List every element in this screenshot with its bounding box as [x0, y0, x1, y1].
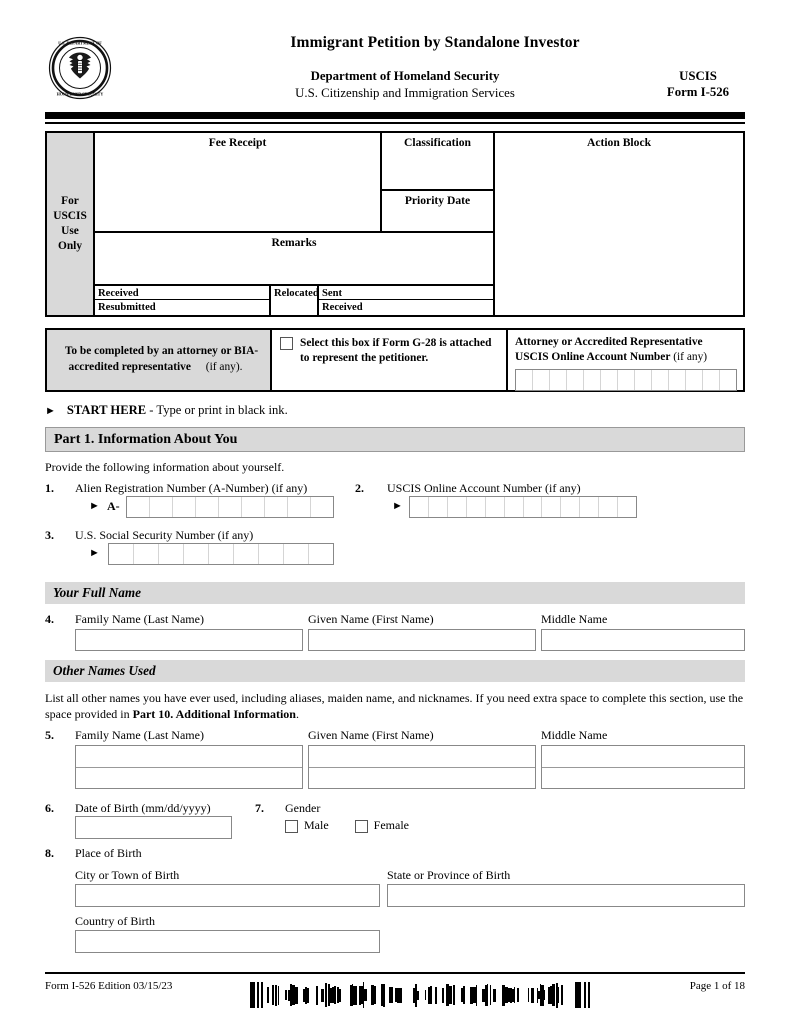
header-rule-thick	[45, 112, 745, 119]
attorney-instruction-light: (if any).	[202, 361, 243, 373]
item-3-triangle-icon: ►	[89, 547, 100, 559]
item-5-middle-name-input[interactable]	[541, 745, 745, 789]
resubmitted-cell	[95, 300, 271, 315]
g28-checkbox-label: Select this box if Form G-28 is attached to represent the petitioner.	[300, 337, 492, 364]
row-divider	[76, 767, 302, 768]
city-of-birth-input[interactable]	[75, 884, 380, 907]
g28-checkbox-cell	[272, 330, 508, 390]
g28-attached-checkbox[interactable]	[280, 337, 293, 350]
item-8-label: Place of Birth	[75, 846, 142, 860]
item-5-given-name-input[interactable]	[308, 745, 536, 789]
svg-text:HOMELAND SECURITY: HOMELAND SECURITY	[56, 91, 104, 97]
part1-heading-text: Part 1. Information About You	[54, 431, 238, 447]
state-of-birth-label: State or Province of Birth	[387, 868, 511, 882]
remarks-label: Remarks	[271, 236, 317, 249]
action-block-label: Action Block	[586, 136, 652, 149]
form-number: Form I-526	[666, 84, 730, 99]
attorney-account-label-bold: Attorney or Accredited Representative USCIS Online Account Number	[515, 336, 703, 363]
start-here-bold: START HERE	[66, 403, 147, 417]
country-of-birth-input[interactable]	[75, 930, 380, 953]
item-1-label: Alien Registration Number (A-Number) (if any)	[75, 481, 308, 495]
item-7-label: Gender	[285, 801, 321, 815]
for-uscis-use-only-label	[47, 133, 95, 315]
attorney-instruction-cell	[47, 330, 272, 390]
item-5-middle-name-label: Middle Name	[541, 728, 608, 742]
gender-male-checkbox[interactable]	[285, 820, 298, 833]
other-names-instruction-part1: List all other names you have ever used, including aliases, maiden name, and nicknames. If you need extra space to complete this section, use the space provided in	[45, 691, 744, 722]
item-4-number: 4.	[45, 612, 54, 626]
use-label: Use	[61, 225, 79, 237]
item-2-label: USCIS Online Account Number (if any)	[387, 481, 581, 495]
item-4-given-name-label: Given Name (First Name)	[308, 612, 434, 626]
received-second-label: Received	[322, 302, 363, 313]
item-1-prefix: A-	[107, 499, 120, 513]
relocated-cell	[271, 286, 319, 315]
priority-date-label: Priority Date	[404, 194, 471, 207]
attorney-section	[45, 328, 745, 392]
city-of-birth-label: City or Town of Birth	[75, 868, 180, 882]
item-5-given-name-label: Given Name (First Name)	[308, 728, 434, 742]
attorney-account-number-input[interactable]	[515, 369, 737, 391]
part1-heading	[45, 427, 745, 452]
received-label: Received	[98, 288, 139, 299]
received-cell	[95, 286, 271, 300]
uscis-label: USCIS	[53, 209, 87, 222]
item-4-given-name-input[interactable]	[308, 629, 536, 651]
other-names-used-heading-text: Other Names Used	[53, 663, 156, 678]
fee-receipt-label: Fee Receipt	[208, 136, 267, 149]
start-here-instruction	[45, 403, 288, 418]
other-names-used-heading	[45, 660, 745, 682]
attorney-account-cell	[508, 330, 743, 390]
gender-male-label: Male	[304, 818, 329, 832]
action-block-cell	[495, 133, 743, 315]
for-label: For	[61, 194, 79, 207]
row-divider	[309, 767, 535, 768]
item-5-number: 5.	[45, 728, 54, 742]
form-barcode	[250, 982, 590, 1008]
received-second-cell	[319, 300, 495, 315]
classification-label: Classification	[404, 136, 471, 149]
agency-name: Department of Homeland Security	[310, 69, 500, 83]
only-label: Only	[57, 240, 83, 253]
footer-page-number: Page 1 of 18	[689, 980, 745, 992]
item-2-number: 2.	[355, 481, 364, 495]
item-1-triangle-icon: ►	[89, 500, 100, 512]
classification-cell	[382, 133, 495, 191]
other-names-instruction-part2: .	[295, 707, 299, 722]
item-3-number: 3.	[45, 528, 54, 542]
state-of-birth-input[interactable]	[387, 884, 745, 907]
social-security-number-input[interactable]	[108, 543, 334, 565]
row-divider	[542, 767, 744, 768]
sent-label: Sent	[322, 288, 343, 299]
item-4-middle-name-label: Middle Name	[541, 612, 608, 626]
your-full-name-heading	[45, 582, 745, 604]
sent-cell	[319, 286, 495, 300]
fee-receipt-cell	[95, 133, 382, 233]
uscis-label: USCIS	[679, 69, 717, 83]
footer-form-edition: Form I-526 Edition 03/15/23	[45, 980, 173, 992]
svg-text:U.S. DEPARTMENT OF: U.S. DEPARTMENT OF	[58, 40, 102, 46]
page-title: Immigrant Petition by Standalone Investor	[290, 34, 580, 51]
your-full-name-heading-text: Your Full Name	[53, 585, 141, 600]
title-block	[125, 28, 745, 101]
item-4-middle-name-input[interactable]	[541, 629, 745, 651]
item-5-family-name-input[interactable]	[75, 745, 303, 789]
date-of-birth-input[interactable]	[75, 816, 232, 839]
resubmitted-label: Resubmitted	[98, 302, 156, 313]
relocated-label: Relocated	[274, 288, 319, 299]
gender-options	[285, 818, 409, 833]
page-header	[45, 28, 745, 106]
priority-date-cell	[382, 191, 495, 233]
gender-female-checkbox[interactable]	[355, 820, 368, 833]
attorney-account-label-light: (if any)	[670, 350, 708, 363]
other-names-instruction-bold: Part 10. Additional Information	[132, 707, 296, 722]
item-3-label: U.S. Social Security Number (if any)	[75, 528, 254, 542]
other-names-instruction	[45, 690, 745, 722]
item-8-number: 8.	[45, 846, 54, 860]
dhs-seal-icon	[48, 36, 112, 100]
item-4-family-name-input[interactable]	[75, 629, 303, 651]
item-5-family-name-label: Family Name (Last Name)	[75, 728, 204, 742]
item-6-number: 6.	[45, 801, 54, 815]
start-here-light: - Type or print in black ink.	[146, 403, 288, 417]
attorney-instruction-bold: To be completed by an attorney or BIA-accredited representative	[64, 345, 259, 373]
agency-subname: U.S. Citizenship and Immigration Services	[295, 86, 515, 100]
country-of-birth-label: Country of Birth	[75, 914, 155, 928]
triangle-right-icon: ►	[45, 405, 56, 417]
uscis-use-only-table	[45, 131, 745, 317]
remarks-cell	[95, 233, 495, 286]
attorney-account-label	[515, 335, 737, 365]
footer-rule	[45, 972, 745, 974]
gender-female-label: Female	[373, 818, 409, 832]
part1-intro: Provide the following information about yourself.	[45, 460, 285, 474]
item-6-label: Date of Birth (mm/dd/yyyy)	[75, 801, 211, 815]
alien-registration-number-input[interactable]	[126, 496, 334, 518]
item-4-family-name-label: Family Name (Last Name)	[75, 612, 204, 626]
item-7-number: 7.	[255, 801, 264, 815]
item-1-number: 1.	[45, 481, 54, 495]
item-2-triangle-icon: ►	[392, 500, 403, 512]
form-identifier	[633, 69, 763, 101]
header-rule-thin	[45, 122, 745, 124]
uscis-online-account-number-input[interactable]	[409, 496, 637, 518]
